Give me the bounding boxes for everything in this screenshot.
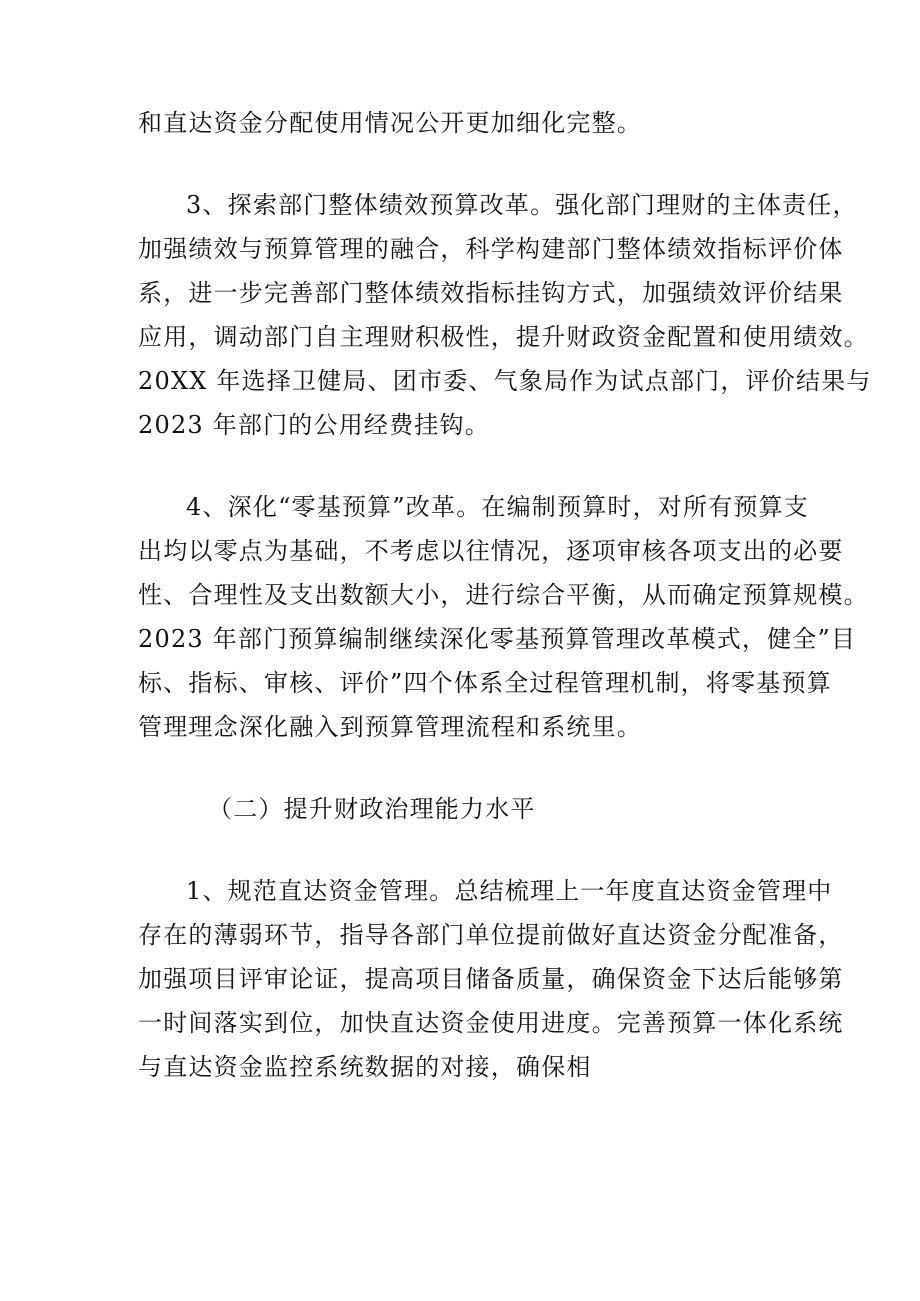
paragraph-2-line-3: 系，进一步完善部门整体绩效指标挂钩方式，加强绩效评价结果 <box>138 279 844 307</box>
section-heading: （二）提升财政治理能力水平 <box>208 795 536 823</box>
paragraph-3-line-5: 标、指标、审核、评价”四个体系全过程管理机制，将零基预算 <box>138 669 832 697</box>
paragraph-2-line-2: 加强绩效与预算管理的融合，科学构建部门整体绩效指标评价体 <box>138 235 844 263</box>
paragraph-4-line-4: 一时间落实到位，加快直达资金使用进度。完善预算一体化系统 <box>138 1009 844 1037</box>
paragraph-4-line-5: 与直达资金监控系统数据的对接，确保相 <box>138 1053 592 1081</box>
paragraph-4-line-2: 存在的薄弱环节，指导各部门单位提前做好直达资金分配准备， <box>138 921 844 949</box>
paragraph-3-line-1: 4、深化“零基预算”改革。在编制预算时，对所有预算支 <box>186 493 810 521</box>
paragraph-2-line-6: 2023 年部门的公用经费挂钩。 <box>138 411 490 439</box>
paragraph-2-line-5: 20XX 年选择卫健局、团市委、气象局作为试点部门，评价结果与 <box>138 367 872 395</box>
paragraph-1-line-1: 和直达资金分配使用情况公开更加细化完整。 <box>138 109 642 137</box>
paragraph-2-line-1: 3、探索部门整体绩效预算改革。强化部门理财的主体责任， <box>186 191 858 219</box>
paragraph-3-line-3: 性、合理性及支出数额大小，进行综合平衡，从而确定预算规模。 <box>138 581 869 609</box>
paragraph-4-line-1: 1、规范直达资金管理。总结梳理上一年度直达资金管理中 <box>186 877 833 905</box>
paragraph-2-line-4: 应用，调动部门自主理财积极性，提升财政资金配置和使用绩效。 <box>138 323 869 351</box>
paragraph-3-line-4: 2023 年部门预算编制继续深化零基预算管理改革模式，健全”目 <box>138 625 857 653</box>
paragraph-3-line-2: 出均以零点为基础，不考虑以往情况，逐项审核各项支出的必要 <box>138 537 844 565</box>
paragraph-3-line-6: 管理理念深化融入到预算管理流程和系统里。 <box>138 713 642 741</box>
paragraph-4-line-3: 加强项目评审论证，提高项目储备质量，确保资金下达后能够第 <box>138 965 844 993</box>
